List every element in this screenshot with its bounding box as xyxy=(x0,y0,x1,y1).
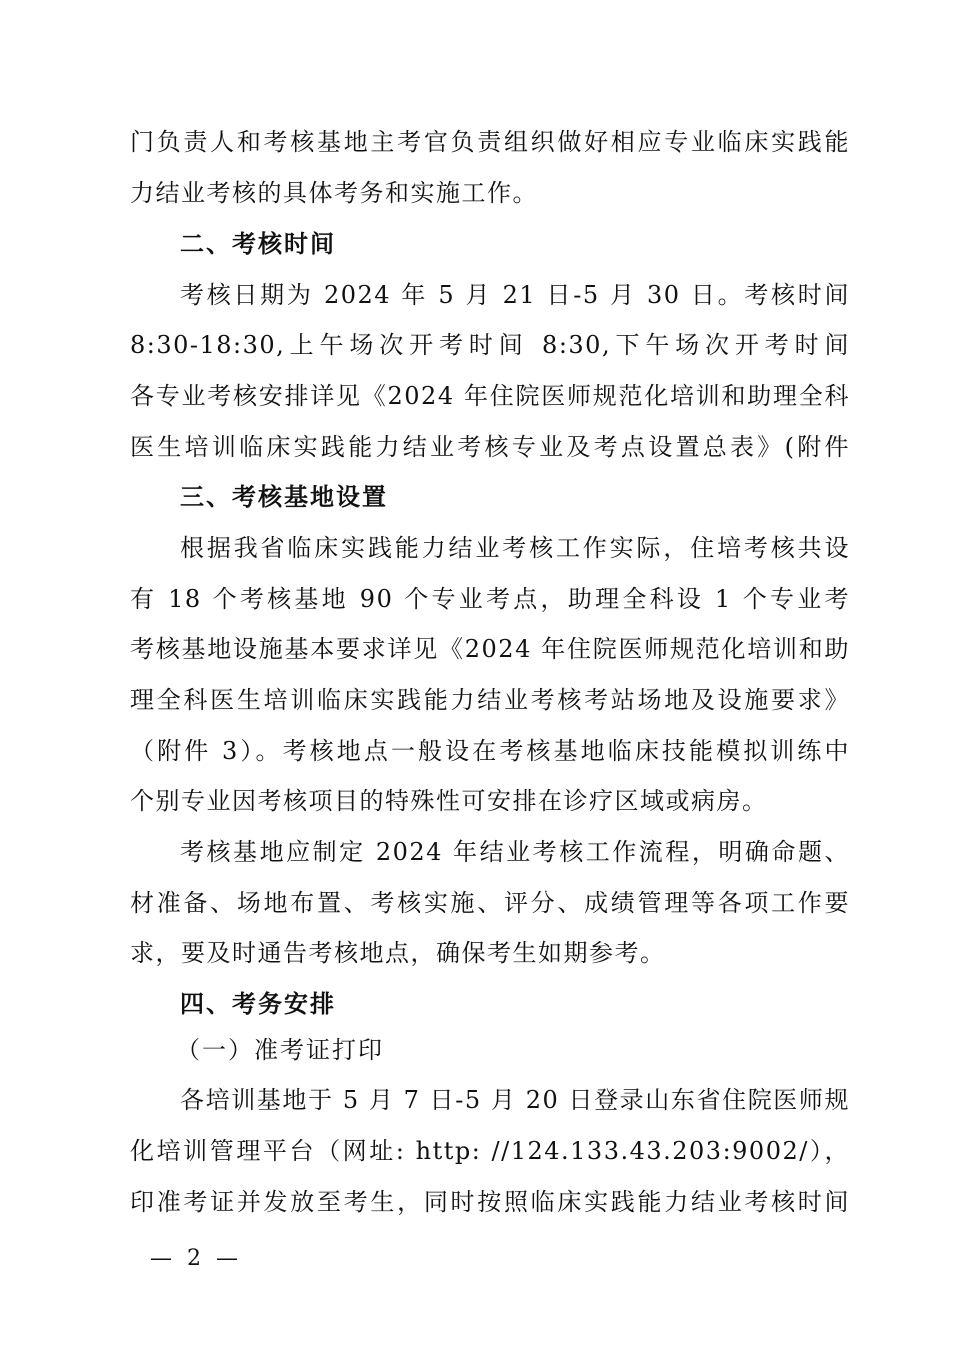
paragraph-line: 考核基地设施基本要求详见《2024 年住院医师规范化培训和助 xyxy=(130,635,850,663)
section-heading-exam-affairs: 四、考务安排 xyxy=(180,990,336,1018)
paragraph-line: 门负责人和考核基地主考官负责组织做好相应专业临床实践能 xyxy=(130,128,850,156)
paragraph-line: 考核日期为 2024 年 5 月 21 日-5 月 30 日。考核时间 xyxy=(180,281,850,309)
paragraph-line: 8:30-18:30,上午场次开考时间 8:30,下午场次开考时间 xyxy=(130,331,850,359)
section-heading-exam-base: 三、考核基地设置 xyxy=(180,483,388,511)
section-heading-exam-time: 二、考核时间 xyxy=(180,230,336,258)
paragraph-line: 各专业考核安排详见《2024 年住院医师规范化培训和助理全科 xyxy=(130,382,850,410)
paragraph-line: 求，要及时通告考核地点，确保考生如期参考。 xyxy=(130,939,666,967)
paragraph-line: （附件 3）。考核地点一般设在考核基地临床技能模拟训练中 xyxy=(130,737,850,765)
paragraph-line: 个别专业因考核项目的特殊性可安排在诊疗区域或病房。 xyxy=(130,787,768,815)
paragraph-line: 化培训管理平台（网址: http: //124.133.43.203:9002/）， xyxy=(130,1137,850,1165)
paragraph-line: 各培训基地于 5 月 7 日-5 月 20 日登录山东省住院医师规 xyxy=(180,1086,850,1114)
subheading-admission-ticket: （一）准考证打印 xyxy=(176,1036,384,1064)
paragraph-line: 根据我省临床实践能力结业考核工作实际，住培考核共设 xyxy=(180,534,850,562)
page-number: — 2 — xyxy=(150,1246,242,1271)
paragraph-line: 有 18 个考核基地 90 个专业考点，助理全科设 1 个专业考 xyxy=(130,585,850,613)
paragraph-line: 理全科医生培训临床实践能力结业考核考站场地及设施要求》 xyxy=(130,686,850,714)
paragraph-line: 考核基地应制定 2024 年结业考核工作流程，明确命题、 xyxy=(180,838,850,866)
paragraph-line: 材准备、场地布置、考核实施、评分、成绩管理等各项工作要 xyxy=(130,889,850,917)
paragraph-line: 印准考证并发放至考生，同时按照临床实践能力结业考核时间 xyxy=(130,1188,850,1216)
paragraph-line: 力结业考核的具体考务和实施工作。 xyxy=(130,179,538,207)
paragraph-line: 医生培训临床实践能力结业考核专业及考点设置总表》(附件 xyxy=(130,433,850,461)
